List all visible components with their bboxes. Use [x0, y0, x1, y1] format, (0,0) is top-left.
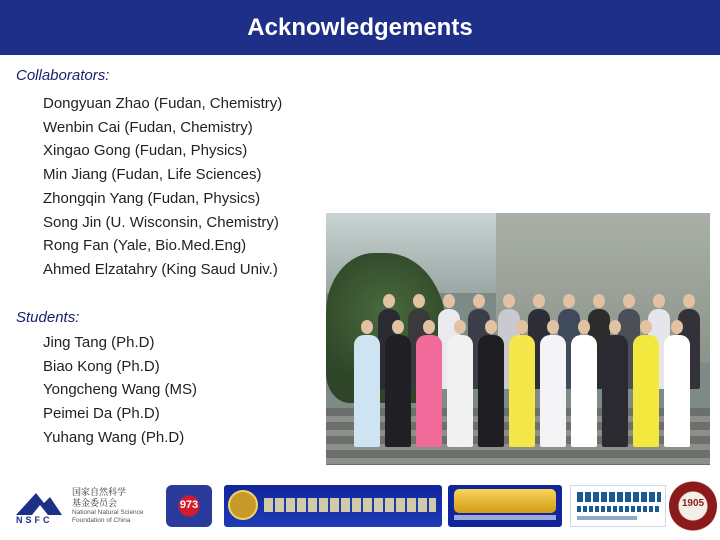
photo-person-head	[503, 294, 515, 308]
shanghai-science-logo	[448, 485, 562, 527]
photo-person	[385, 335, 411, 447]
nsfc-en-line2: Foundation of China	[72, 517, 131, 524]
moe-seal-icon	[228, 490, 258, 520]
photo-person-head	[413, 294, 425, 308]
photo-person	[416, 335, 442, 447]
photo-person	[447, 335, 473, 447]
program-973-label: 973	[179, 499, 199, 511]
nsfc-emblem-icon	[14, 487, 64, 517]
photo-person-head	[392, 320, 404, 334]
photo-person-head	[361, 320, 373, 334]
nsfc-cn-line1: 国家自然科学	[72, 487, 127, 497]
collaborator-item: Xingao Gong (Fudan, Physics)	[43, 142, 248, 160]
photo-person-head	[383, 294, 395, 308]
photo-person-head	[578, 320, 590, 334]
nsfc-cn-line2: 基金委员会	[72, 498, 118, 508]
photo-person	[602, 335, 628, 447]
collaborators-list	[43, 92, 282, 282]
collaborator-item: Dongyuan Zhao (Fudan, Chemistry)	[43, 95, 283, 112]
photo-person-head	[423, 320, 435, 334]
collaborator-item: Rong Fan (Yale, Bio.Med.Eng)	[43, 237, 247, 255]
king-saud-university-logo	[570, 485, 666, 527]
moe-name-band	[264, 498, 436, 512]
program-973-logo	[166, 485, 212, 527]
photo-person-head	[623, 294, 635, 308]
student-item: Jing Tang (Ph.D)	[43, 334, 155, 351]
photo-person-head	[609, 320, 621, 334]
photo-person-head	[671, 320, 683, 334]
nsfc-chinese-name	[72, 487, 126, 509]
photo-person-head	[683, 294, 695, 308]
collaborators-heading: Collaborators:	[16, 67, 110, 84]
collaborator-item: Song Jin (U. Wisconsin, Chemistry)	[43, 213, 279, 231]
students-heading: Students:	[16, 309, 80, 326]
photo-person	[478, 335, 504, 447]
ksu-arabic-band	[577, 492, 661, 502]
students-list	[43, 331, 197, 450]
collaborator-item: Wenbin Cai (Fudan, Chemistry)	[43, 118, 253, 136]
photo-person-head	[547, 320, 559, 334]
shanghai-url-band	[454, 515, 556, 520]
group-photo	[326, 213, 710, 465]
photo-person-head	[653, 294, 665, 308]
fudan-university-seal	[669, 480, 717, 532]
fudan-year: 1905	[681, 498, 705, 509]
photo-person-head	[454, 320, 466, 334]
student-item: Yongcheng Wang (MS)	[43, 381, 197, 399]
photo-person-head	[485, 320, 497, 334]
photo-person	[540, 335, 566, 447]
photo-person-head	[563, 294, 575, 308]
collaborator-item: Zhongqin Yang (Fudan, Physics)	[43, 189, 261, 207]
nsfc-english-name	[72, 509, 144, 525]
photo-person	[664, 335, 690, 447]
collaborator-item: Ahmed Elzatahry (King Saud Univ.)	[43, 260, 278, 278]
photo-person	[354, 335, 380, 447]
ministry-of-education-logo	[224, 485, 442, 527]
photo-person	[509, 335, 535, 447]
student-item: Peimei Da (Ph.D)	[43, 405, 160, 423]
photo-person	[571, 335, 597, 447]
photo-person-head	[640, 320, 652, 334]
photo-person-head	[593, 294, 605, 308]
student-item: Biao Kong (Ph.D)	[43, 357, 160, 375]
nsfc-en-line1: National Natural Science	[72, 509, 144, 516]
photo-person	[633, 335, 659, 447]
shanghai-emblem	[454, 489, 556, 513]
photo-person-head	[516, 320, 528, 334]
collaborator-item: Min Jiang (Fudan, Life Sciences)	[43, 166, 262, 184]
title-bar	[0, 0, 720, 55]
nsfc-abbr: NSFC	[16, 515, 53, 525]
ksu-sub-band	[577, 516, 637, 520]
student-item: Yuhang Wang (Ph.D)	[43, 428, 185, 446]
slide-title: Acknowledgements	[247, 13, 473, 41]
photo-person-head	[473, 294, 485, 308]
photo-person-head	[443, 294, 455, 308]
ksu-english-band	[577, 506, 661, 512]
photo-person-head	[533, 294, 545, 308]
nsfc-logo	[14, 485, 160, 527]
